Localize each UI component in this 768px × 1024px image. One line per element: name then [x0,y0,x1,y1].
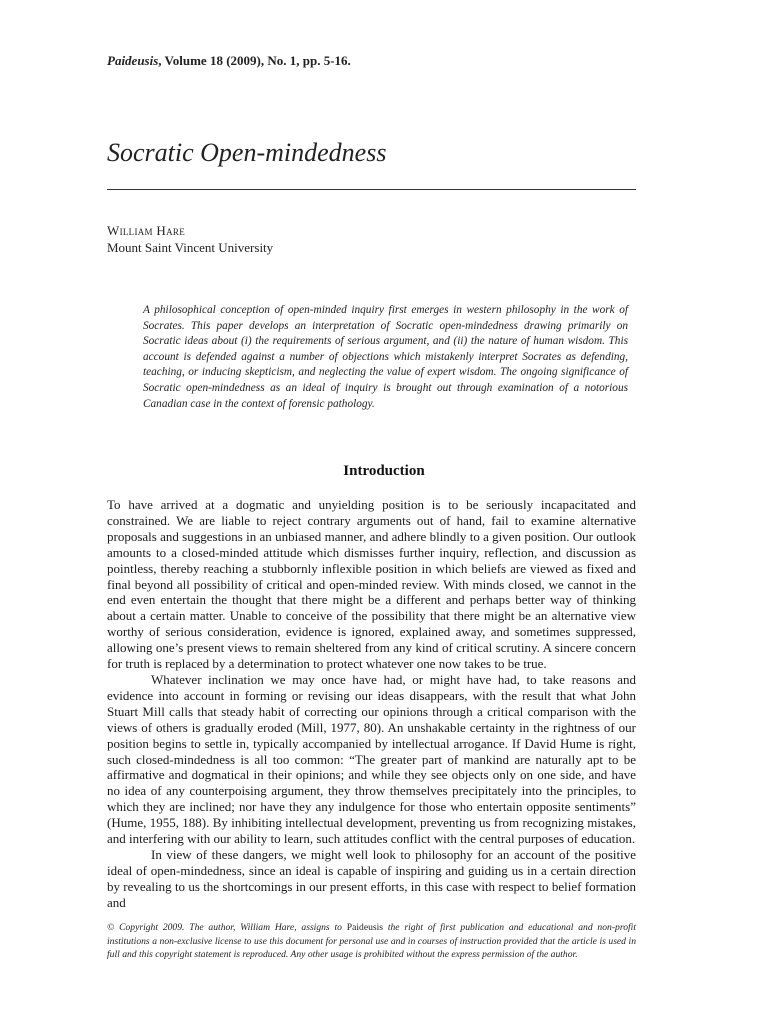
copyright-text: the right of first publication and educational and non-profit institutions a non-exclusive license to use this document for personal use and in courses of instruction provided that the article is used in full and this copyright statement is reproduced. Any other usage is prohibited without the express permission of the author. [107,922,636,960]
copyright-journal-name: Paideusis [346,922,384,933]
body-text [107,497,636,911]
article-title: Socratic Open-mindedness [107,138,387,167]
author-affiliation: Mount Saint Vincent University [107,240,274,255]
paragraph: Whatever inclination we may once have had, or might have had, to take reasons and evidence into account in forming or revising our ideas disappears, with the result that what John Stuart Mill calls that steady habit of correcting our opinions through a critical comparison with the views of others is gradually eroded (Mill, 1977, 80). An unshakable certainty in the rightness of our position begins to settle in, typically accompanied by intellectual arrogance. If David Hume is right, such closed-mindedness is all too common: “The greater part of mankind are naturally apt to be affirmative and dogmatical in their opinions; and while they see objects only on one side, and have no idea of any counterpoising argument, they throw themselves precipitately into the principles, to which they are inclined; nor have they any indulgence for those who entertain opposite sentiments” (Hume, 1955, 188). By inhibiting intellectual development, preventing us from recognizing mistakes, and interfering with our ability to learn, such attitudes conflict with the central purposes of education. [107,671,636,847]
copyright-notice [107,921,636,962]
section-heading: Introduction [343,463,425,479]
paragraph: In view of these dangers, we might well look to philosophy for an account of the positive ideal of open-mindedness, since an ideal is capable of inspiring and guiding us in a certain direction by revealing to us the shortcomings in our present efforts, in this case with respect to belief formation and [107,846,636,910]
author-name: William Hare [107,223,185,238]
title-divider [107,189,636,190]
author-block [107,222,273,256]
abstract: A philosophical conception of open-minded inquiry first emerges in western philosophy in the work of Socrates. This paper develops an interpretation of Socratic open-mindedness drawing primarily on Socratic ideas about (i) the requirements of serious argument, and (ii) the nature of human wisdom. This account is defended against a number of objections which mistakenly interpret Socrates as defending, teaching, or inducing skepticism, and neglecting the value of expert wisdom. The ongoing significance of Socratic open-mindedness as an ideal of inquiry is brought out through examination of a notorious Canadian case in the context of forensic pathology. [143,304,628,410]
journal-citation [107,53,351,69]
copyright-text: © Copyright 2009. The author, William Hare, assigns to [107,922,347,933]
paragraph: To have arrived at a dogmatic and unyielding position is to be seriously incapacitated and constrained. We are liable to reject contrary arguments out of hand, fail to examine alternative proposals and suggestions in an unbiased manner, and adhere blindly to a given position. Our outlook amounts to a closed-minded attitude which dismisses further inquiry, reflection, and discussion as pointless, thereby reaching a stubbornly inflexible position in which beliefs are viewed as fixed and final beyond all possibility of critical and open-minded review. With minds closed, we cannot in the end even entertain the thought that there might be a different and perhaps better way of thinking about a certain matter. Unable to conceive of the possibility that there might be an alternative view worthy of serious consideration, evidence is ignored, explained away, and sometimes suppressed, allowing one’s present views to remain sheltered from any kind of critical scrutiny. A sincere concern for truth is replaced by a determination to protect whatever one now takes to be true. [107,497,636,672]
citation-details: , Volume 18 (2009), No. 1, pp. 5-16. [158,53,351,68]
journal-name: Paideusis [107,53,159,68]
